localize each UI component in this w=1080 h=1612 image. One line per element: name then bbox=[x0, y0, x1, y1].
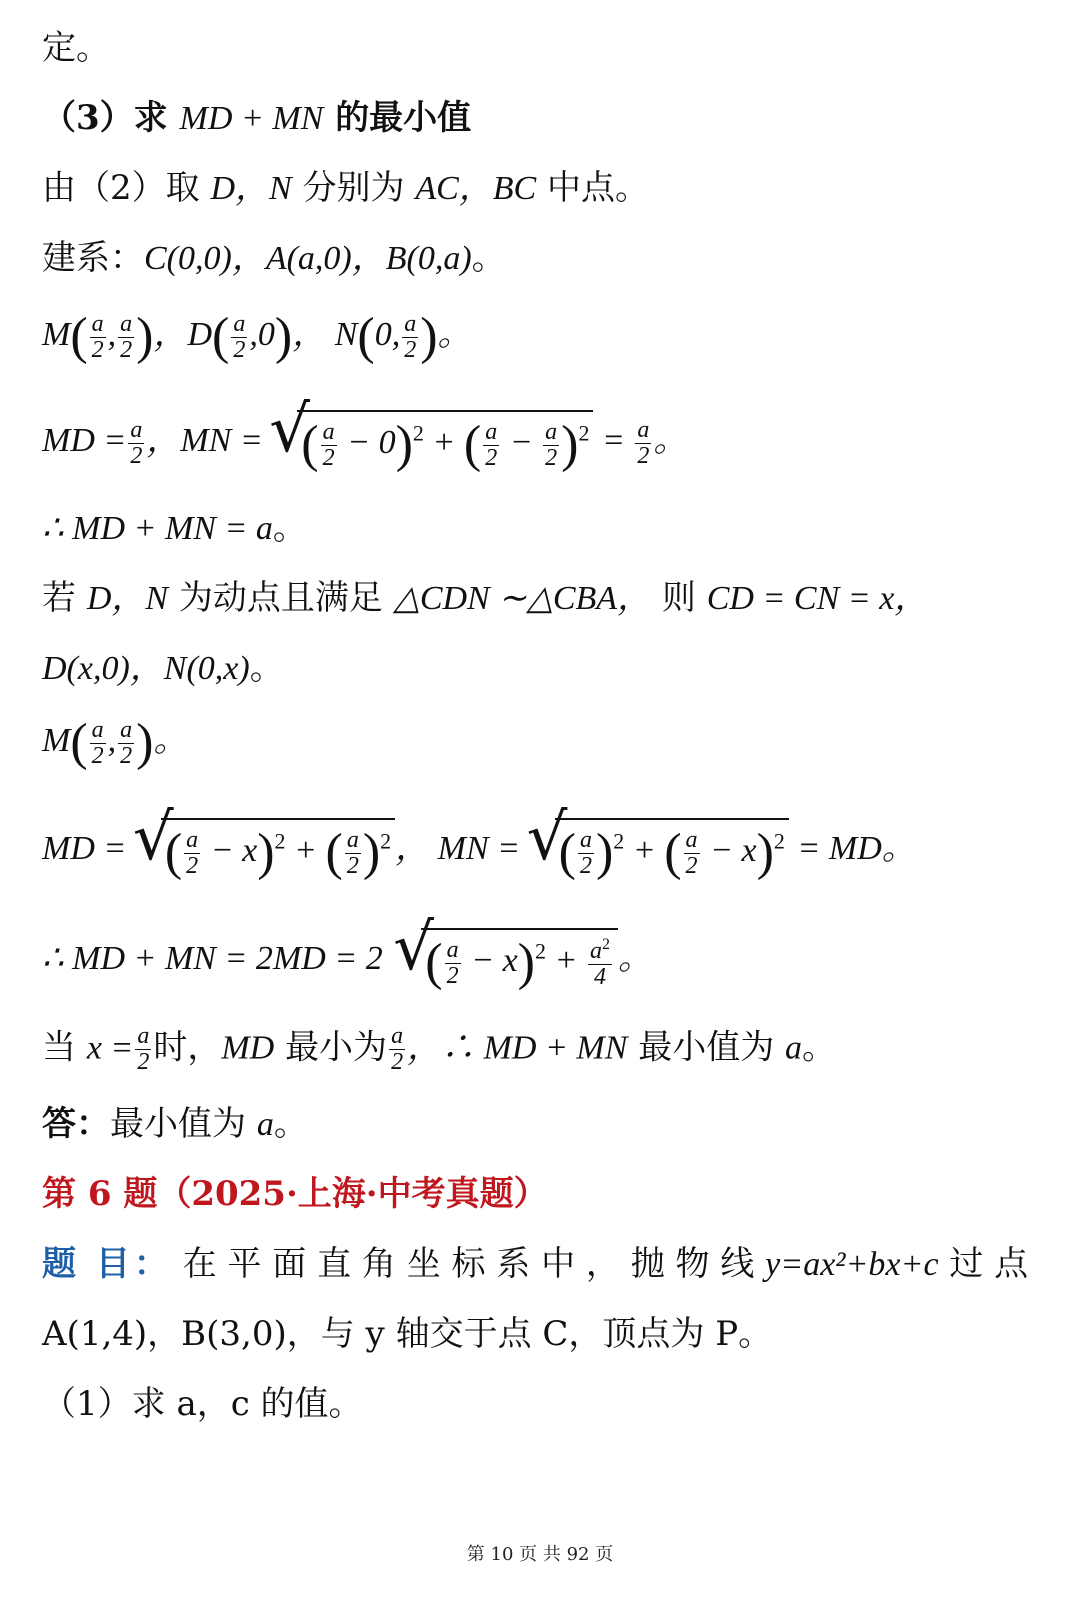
answer-line: 答：最小值为 a。 bbox=[42, 1104, 308, 1144]
problem-line: A(1,4)，B(3,0)，与 y 轴交于点 C，顶点为 P。 bbox=[42, 1314, 773, 1354]
sub-question-heading: （3）求 MD + MN 的最小值 bbox=[42, 98, 472, 138]
text-line: D(x,0)，N(0,x)。 bbox=[42, 648, 284, 688]
text-line: 建系：C(0,0)，A(a,0)，B(0,a)。 bbox=[42, 238, 506, 278]
sub-question: （1）求 a，c 的值。 bbox=[42, 1384, 363, 1424]
problem-line: 题 目： 在 平 面 直 角 坐 标 系 中 ， 抛 物 线 y=ax²+bx+c 过 点 bbox=[42, 1244, 1029, 1284]
section-title: 第 6 题（2025·上海·中考真题） bbox=[42, 1174, 548, 1214]
text-line: 定。 bbox=[42, 28, 110, 68]
formula-line: MD = $\frac{a}{2}$ ，MN = √ ( $\frac{a}{2}$ − 0)$^2$ + ( $\frac{a}{2}$ − $\frac{a}{2}$ )$^2$ = $\frac{a}{2}$ 。 bbox=[42, 410, 1044, 476]
formula-line: M( $\frac{a}{2}$ , $\frac{a}{2}$ )，D( $\frac{a}{2}$ ,0)， N(0, $\frac{a}{2}$ )。 bbox=[42, 308, 472, 365]
page-footer: 第 10 页 共 92 页 bbox=[466, 1544, 614, 1565]
formula-line: M( $\frac{a}{2}$ , $\frac{a}{2}$ )。 bbox=[42, 714, 188, 771]
text-line: 由（2）取 D，N 分别为 AC，BC 中点。 bbox=[42, 168, 650, 208]
text-line: 当 x = $\frac{a}{2}$ 时，MD 最小为 $\frac{a}{2}$ ，∴ MD + MN 最小值为 a。 bbox=[42, 1023, 837, 1076]
formula-line: MD = √ ( $\frac{a}{2}$ − x)$^2$ + ( $\frac{a}{2}$ )$^2$ ， MN = √ ( $\frac{a}{2}$ )$^2$ + ( $\frac{a}{2}$ − x)$^2$ = MD。 bbox=[42, 818, 1044, 884]
formula-line: ∴ MD + MN = 2MD = 2 √ ( $\frac{a}{2}$ − x)$^2$ + $\frac{a^2}{4}$ 。 bbox=[42, 928, 1044, 994]
text-line: ∴ MD + MN = a。 bbox=[42, 508, 307, 548]
text-line: 若 D，N 为动点且满足 △CDN ∼△CBA， 则 CD = CN = x， bbox=[42, 578, 929, 618]
